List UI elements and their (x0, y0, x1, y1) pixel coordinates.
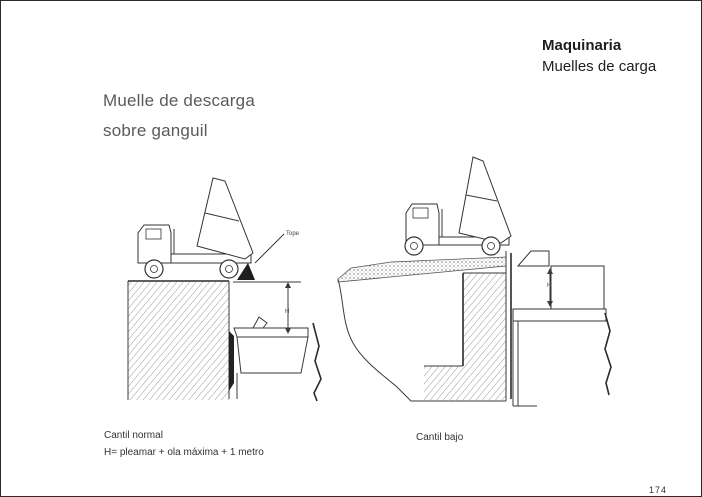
quay-wall-hatched (128, 282, 229, 400)
stop-leader-line (255, 234, 284, 263)
diagram-cantil-normal (128, 178, 321, 401)
diagram-cantil-bajo (338, 157, 611, 406)
subsection-title: Muelles de carga (542, 58, 657, 75)
fender (229, 331, 234, 391)
wheel-rear (220, 260, 238, 278)
stop-block (237, 263, 255, 280)
wheel-rear (482, 237, 500, 255)
page-title-line-2: sobre ganguil (103, 121, 208, 140)
caption-cantil-bajo: Cantil bajo (416, 432, 464, 443)
dump-truck-right (405, 157, 511, 255)
height-formula: H= pleamar + ola máxima + 1 metro (104, 447, 264, 458)
barge-hull (234, 328, 308, 373)
barge-hopper (551, 266, 604, 309)
stop-label: Tope (286, 231, 300, 237)
barge-fitting (253, 317, 267, 328)
technical-drawing (1, 1, 702, 497)
section-title: Maquinaria (542, 37, 622, 54)
break-line-right (605, 313, 611, 395)
page-title-line-1: Muelle de descarga (103, 91, 255, 110)
truck-cab (138, 225, 171, 263)
chute (518, 251, 549, 266)
height-label: H (285, 309, 290, 315)
height-label: H (547, 283, 552, 289)
caption-cantil-normal: Cantil normal (104, 430, 163, 441)
barge-left (234, 317, 321, 401)
dump-body-tilted (459, 157, 511, 243)
dump-body-tilted (197, 178, 253, 259)
wheel-front (145, 260, 163, 278)
wheel-front (405, 237, 423, 255)
barge-deck (513, 309, 606, 321)
break-line-left (313, 323, 321, 401)
quay-wall-hatched (424, 273, 506, 401)
dump-truck-left (138, 178, 253, 278)
page-number: 174 (649, 485, 668, 495)
barge-right (513, 251, 611, 406)
